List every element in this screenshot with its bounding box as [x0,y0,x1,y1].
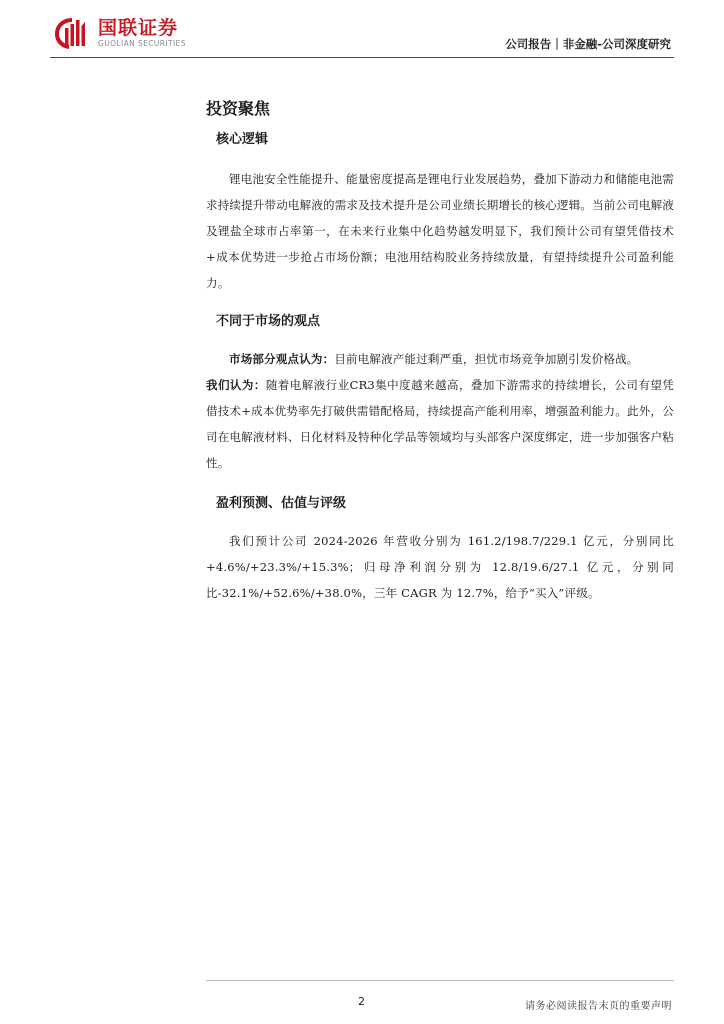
section-forecast-rating [206,494,674,606]
logo-english-name: GUOLIAN SECURITIES [98,39,186,48]
company-logo [52,16,186,50]
logo-chinese-name: 国联证券 [98,17,179,39]
footer-divider [206,980,674,981]
our-view-paragraph [206,372,674,476]
section-title: 盈利预测、估值与评级 [216,496,347,511]
section-title: 不同于市场的观点 [216,314,321,329]
section-paragraph: 锂电池安全性能提升、能量密度提高是锂电行业发展趋势，叠加下游动力和储能电池需求持续提升带动电解液的需求及技术提升是公司业绩长期增长的核心逻辑。当前公司电解液及锂盐全球市占率第一，在未来行业集中化趋势越发明显下，我们预计公司有望凭借技术+成本优势进一步抢占市场份额；电池用结构胶业务持续放量，有望持续提升公司盈利能力。 [206,172,674,290]
market-view-text: 目前电解液产能过剩严重，担忧市场竞争加剧引发价格战。 [334,352,639,366]
main-content [206,98,674,606]
section-different-view [206,312,674,476]
footer-disclaimer: 请务必阅读报告末页的重要声明 [525,1001,672,1012]
market-view-paragraph [206,346,674,372]
page-title: 投资聚焦 [206,99,271,118]
header-divider [50,57,674,58]
market-view-label: 市场部分观点认为： [229,352,335,366]
our-view-text: 随着电解液行业CR3集中度越来越高，叠加下游需求的持续增长，公司有望凭借技术+成本优势率先打破供需错配格局，持续提高产能利用率，增强盈利能力。此外，公司在电解液材料、日化材料及特种化学品等领域均与头部客户深度绑定，进一步加强客户粘性。 [206,378,675,470]
section-title: 核心逻辑 [216,132,269,147]
section-paragraph: 我们预计公司 2024-2026 年营收分别为 161.2/198.7/229.1 亿元，分别同比+4.6%/+23.3%/+15.3%；归母净利润分别为 12.8/19.6/27.1 亿元，分别同比-32.1%/+52.6%/+38.0%，三年 CAGR 为 12.7%，给予“买入”评级。 [206,534,674,600]
report-type-label: 公司报告｜非金融-公司深度研究 [505,37,671,51]
page-number: 2 [358,995,365,1008]
page-header [0,0,724,60]
our-view-label: 我们认为： [206,378,266,392]
section-core-logic [206,130,674,296]
guolian-logo-icon [52,16,92,50]
